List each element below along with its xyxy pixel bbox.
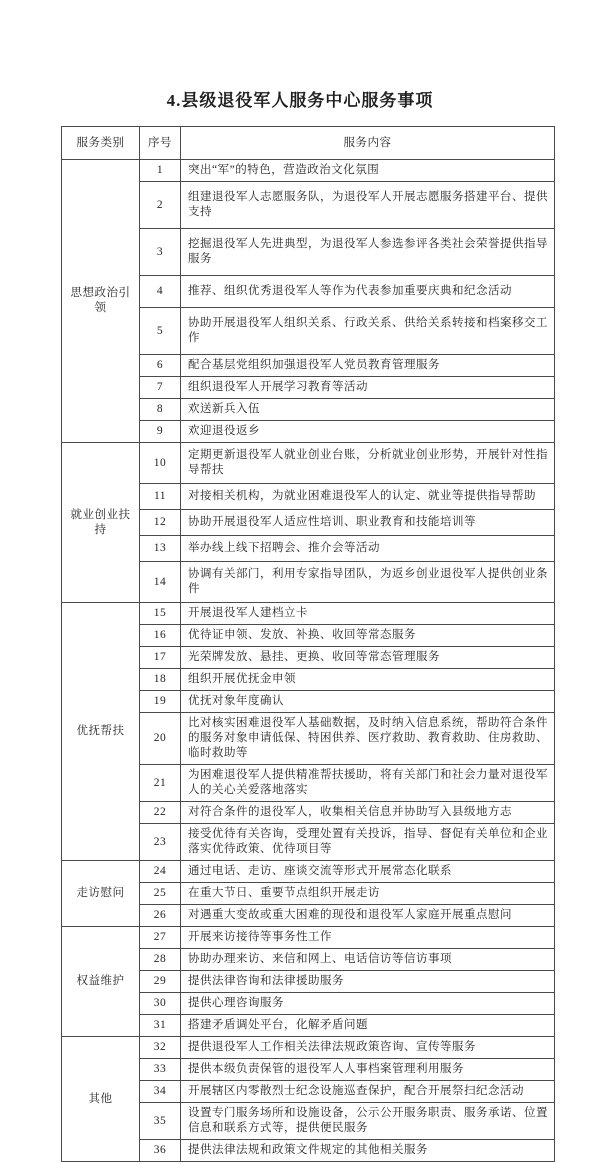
row-content: 配合基层党组织加强退役军人党员教育管理服务 bbox=[181, 355, 555, 377]
row-content: 对接相关机构，为就业困难退役军人的认定、就业等提供指导帮助 bbox=[181, 484, 555, 510]
row-number: 24 bbox=[140, 861, 181, 883]
row-content: 对符合条件的退役军人，收集相关信息并协助写入县级地方志 bbox=[181, 802, 555, 824]
row-number: 15 bbox=[140, 603, 181, 625]
row-content: 协助开展退役军人组织关系、行政关系、供给关系转接和档案移交工作 bbox=[181, 308, 555, 355]
row-content: 组建退役军人志愿服务队，为退役军人开展志愿服务搭建平台、提供支持 bbox=[181, 182, 555, 229]
row-number: 20 bbox=[140, 713, 181, 765]
row-content: 在重大节日、重要节点组织开展走访 bbox=[181, 883, 555, 905]
row-content: 优抚对象年度确认 bbox=[181, 691, 555, 713]
row-number: 5 bbox=[140, 308, 181, 355]
row-content: 开展辖区内零散烈士纪念设施巡查保护，配合开展祭扫纪念活动 bbox=[181, 1081, 555, 1103]
table-row bbox=[62, 160, 555, 182]
row-content: 协助开展退役军人适应性培训、职业教育和技能培训等 bbox=[181, 510, 555, 536]
row-number: 19 bbox=[140, 691, 181, 713]
row-content: 提供心理咨询服务 bbox=[181, 993, 555, 1015]
table-row bbox=[62, 927, 555, 949]
row-content: 推荐、组织优秀退役军人等作为代表参加重要庆典和纪念活动 bbox=[181, 276, 555, 308]
row-content: 组织退役军人开展学习教育等活动 bbox=[181, 377, 555, 399]
row-content: 提供法律法规和政策文件规定的其他相关服务 bbox=[181, 1140, 555, 1162]
document-page bbox=[0, 86, 600, 1163]
row-content: 欢迎退役返乡 bbox=[181, 421, 555, 443]
header-service-content: 服务内容 bbox=[181, 127, 555, 160]
row-number: 17 bbox=[140, 647, 181, 669]
row-content: 提供本级负责保管的退役军人人事档案管理利用服务 bbox=[181, 1059, 555, 1081]
row-number: 10 bbox=[140, 443, 181, 484]
row-content: 优待证申领、发放、补换、收回等常态服务 bbox=[181, 625, 555, 647]
row-number: 34 bbox=[140, 1081, 181, 1103]
row-number: 4 bbox=[140, 276, 181, 308]
row-content: 定期更新退役军人就业创业台账，分析就业创业形势，开展针对性指导帮扶 bbox=[181, 443, 555, 484]
header-serial-number: 序号 bbox=[140, 127, 181, 160]
row-number: 2 bbox=[140, 182, 181, 229]
row-content: 开展来访接待等事务性工作 bbox=[181, 927, 555, 949]
row-content: 提供退役军人工作相关法律法规政策咨询、宣传等服务 bbox=[181, 1037, 555, 1059]
row-content: 欢送新兵入伍 bbox=[181, 399, 555, 421]
row-number: 27 bbox=[140, 927, 181, 949]
row-content: 举办线上线下招聘会、推介会等活动 bbox=[181, 536, 555, 562]
category-cell: 权益维护 bbox=[62, 927, 140, 1037]
row-number: 29 bbox=[140, 971, 181, 993]
page-title: 4.县级退役军人服务中心服务事项 bbox=[166, 91, 434, 110]
category-cell: 就业创业扶持 bbox=[62, 443, 140, 603]
row-content: 协助办理来访、来信和网上、电话信访等信访事项 bbox=[181, 949, 555, 971]
row-number: 13 bbox=[140, 536, 181, 562]
table-header-row bbox=[62, 127, 555, 160]
table-row bbox=[62, 1037, 555, 1059]
row-number: 30 bbox=[140, 993, 181, 1015]
row-content: 开展退役军人建档立卡 bbox=[181, 603, 555, 625]
row-content: 比对核实困难退役军人基础数据，及时纳入信息系统，帮助符合条件的服务对象申请低保、特困供养、医疗救助、教育救助、住房救助、临时救助等 bbox=[181, 713, 555, 765]
table-row bbox=[62, 603, 555, 625]
row-number: 21 bbox=[140, 765, 181, 802]
row-number: 28 bbox=[140, 949, 181, 971]
row-content: 组织开展优抚金申领 bbox=[181, 669, 555, 691]
row-content: 提供法律咨询和法律援助服务 bbox=[181, 971, 555, 993]
row-number: 36 bbox=[140, 1140, 181, 1162]
row-content: 为困难退役军人提供精准帮扶援助，将有关部门和社会力量对退役军人的关心关爱落地落实 bbox=[181, 765, 555, 802]
category-cell: 思想政治引领 bbox=[62, 160, 140, 443]
row-number: 25 bbox=[140, 883, 181, 905]
row-number: 23 bbox=[140, 824, 181, 861]
row-content: 协调有关部门，利用专家指导团队，为返乡创业退役军人提供创业条件 bbox=[181, 562, 555, 603]
row-number: 3 bbox=[140, 229, 181, 276]
row-number: 35 bbox=[140, 1103, 181, 1140]
row-number: 1 bbox=[140, 160, 181, 182]
row-content: 光荣牌发放、悬挂、更换、收回等常态管理服务 bbox=[181, 647, 555, 669]
row-number: 11 bbox=[140, 484, 181, 510]
row-number: 32 bbox=[140, 1037, 181, 1059]
table-row bbox=[62, 861, 555, 883]
row-content: 突出“军”的特色，营造政治文化氛围 bbox=[181, 160, 555, 182]
header-service-category: 服务类别 bbox=[62, 127, 140, 160]
row-number: 14 bbox=[140, 562, 181, 603]
table-row bbox=[62, 443, 555, 484]
row-content: 挖掘退役军人先进典型，为退役军人参选参评各类社会荣誉提供指导服务 bbox=[181, 229, 555, 276]
row-content: 通过电话、走访、座谈交流等形式开展常态化联系 bbox=[181, 861, 555, 883]
row-number: 12 bbox=[140, 510, 181, 536]
row-number: 26 bbox=[140, 905, 181, 927]
row-content: 接受优待有关咨询，受理处置有关投诉，指导、督促有关单位和企业落实优待政策、优待项目等 bbox=[181, 824, 555, 861]
row-number: 8 bbox=[140, 399, 181, 421]
row-number: 18 bbox=[140, 669, 181, 691]
row-number: 31 bbox=[140, 1015, 181, 1037]
category-cell: 优抚帮扶 bbox=[62, 603, 140, 861]
category-cell: 其他 bbox=[62, 1037, 140, 1162]
category-cell: 走访慰问 bbox=[62, 861, 140, 927]
table-body bbox=[62, 160, 555, 1162]
row-number: 16 bbox=[140, 625, 181, 647]
service-items-table bbox=[61, 126, 555, 1162]
row-number: 7 bbox=[140, 377, 181, 399]
row-number: 6 bbox=[140, 355, 181, 377]
row-content: 设置专门服务场所和设施设备，公示公开服务职责、服务承诺、位置信息和联系方式等，提供便民服务 bbox=[181, 1103, 555, 1140]
row-content: 对遇重大变故或重大困难的现役和退役军人家庭开展重点慰问 bbox=[181, 905, 555, 927]
row-number: 22 bbox=[140, 802, 181, 824]
row-content: 搭建矛盾调处平台，化解矛盾问题 bbox=[181, 1015, 555, 1037]
row-number: 33 bbox=[140, 1059, 181, 1081]
row-number: 9 bbox=[140, 421, 181, 443]
